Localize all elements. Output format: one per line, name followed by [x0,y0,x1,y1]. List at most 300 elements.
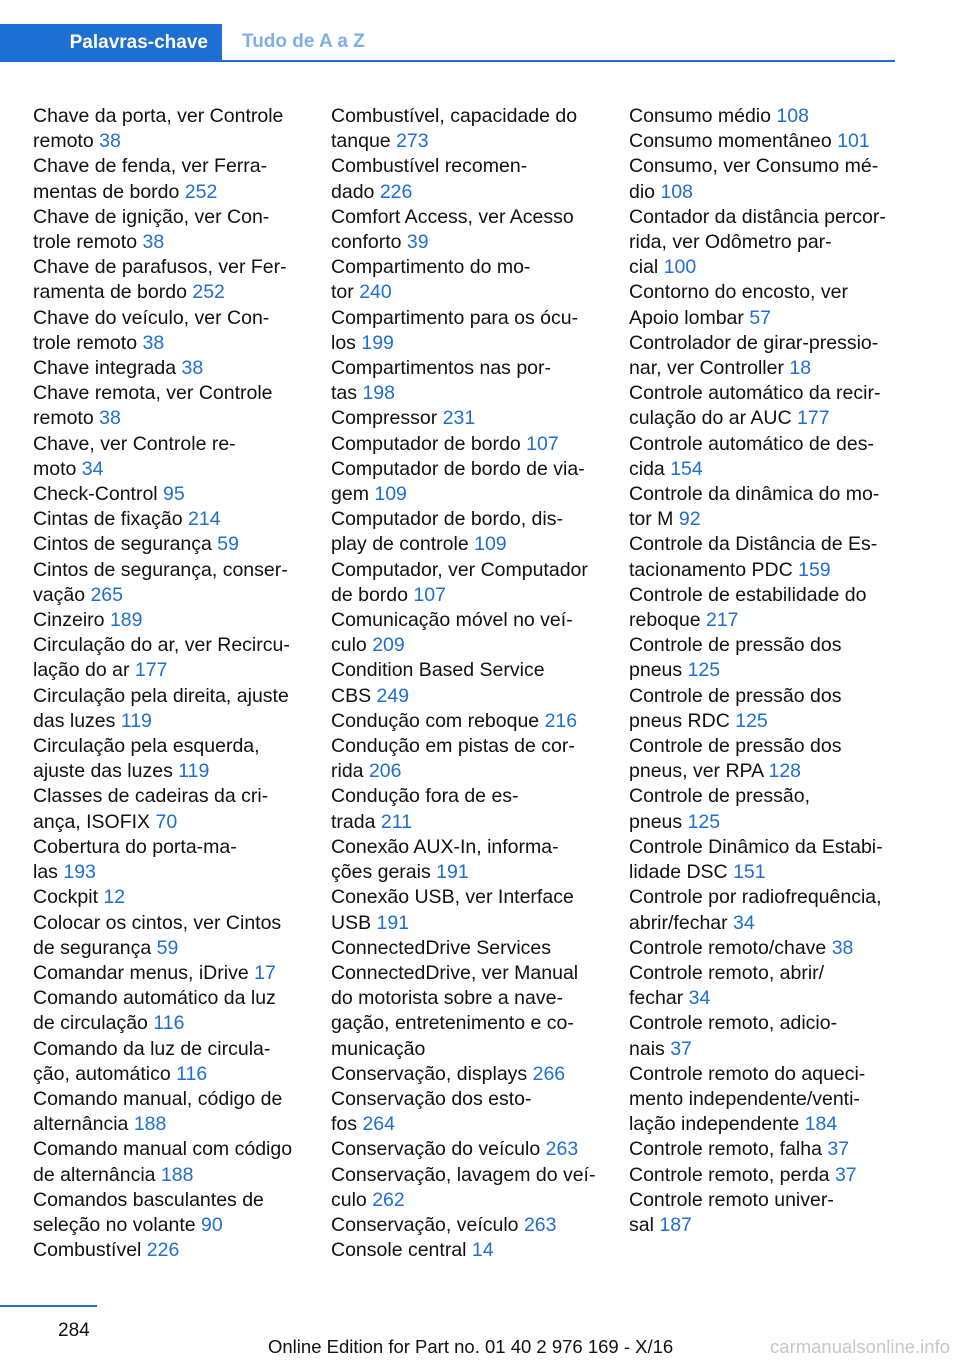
page-link[interactable]: 18 [789,357,812,380]
page-link[interactable]: 262 [372,1188,405,1211]
entry-text: Combustível, capacidade do [331,105,578,127]
page-link[interactable]: 107 [413,583,446,606]
entry-text: Controle remoto/chave 38 [629,936,854,959]
index-entry [331,835,606,885]
entry-text: ramenta de bordo 252 [33,281,225,304]
page-link[interactable]: 128 [768,760,802,783]
index-entry [33,911,303,961]
index-entry [331,784,606,834]
entry-text: dio 108 [629,180,693,203]
entry-text: Comando automático da luz [33,987,276,1010]
page-link[interactable]: 38 [142,231,165,254]
page-link[interactable]: 177 [797,407,830,430]
page-link[interactable]: 37 [827,1138,850,1161]
index-column-1 [33,104,303,1263]
entry-text: Controle remoto univer- [629,1188,834,1211]
entry-text: Check-Control 95 [33,483,185,506]
entry-text: Consumo médio 108 [629,105,809,127]
entry-text: ConnectedDrive, ver Manual [331,961,579,984]
index-entry [33,306,303,356]
index-entry [629,381,904,431]
page-link[interactable]: 184 [804,1113,838,1136]
page-link[interactable]: 231 [442,407,476,430]
page-link[interactable]: 209 [372,634,405,657]
index-entry [629,104,904,129]
index-entry [629,734,904,784]
entry-text: Compartimentos nas por- [331,357,552,380]
entry-text: Chave remota, ver Controle [33,382,273,405]
page-link[interactable]: 263 [523,1213,557,1236]
index-entry [331,734,606,784]
page-link[interactable]: 188 [160,1163,194,1186]
page-link[interactable]: 70 [155,810,178,833]
entry-text: Controle remoto, adicio- [629,1012,838,1035]
page-link[interactable]: 59 [156,936,179,959]
entry-text: tas 198 [331,382,395,405]
entry-text: pneus RDC 125 [629,709,768,732]
index-entry [331,432,606,457]
index-entry [33,432,303,482]
index-entry [33,734,303,784]
page-link[interactable]: 14 [471,1239,494,1262]
page-link[interactable]: 108 [776,105,809,127]
page-link[interactable]: 109 [374,483,407,506]
entry-text: Conexão USB, ver Interface [331,886,574,909]
watermark: carmanualsonline.info [770,1336,950,1357]
index-entry [331,658,606,708]
entry-text: Compartimento do mo- [331,256,531,279]
entry-text: Consumo, ver Consumo mé- [629,155,879,178]
entry-text: culação do ar AUC 177 [629,407,830,430]
entry-text: Comandos basculantes de [33,1188,264,1211]
entry-text: Controle automático de des- [629,432,874,455]
entry-text: Controle por radiofrequência, [629,886,882,909]
entry-text: Cobertura do porta-ma- [33,835,237,858]
entry-text: play de controle 109 [331,533,507,556]
index-entry [629,633,904,683]
index-entry [331,936,606,961]
entry-text: tor 240 [331,281,392,304]
entry-text: Computador de bordo 107 [331,432,559,455]
entry-text: conforto 39 [331,231,429,254]
index-entry [331,507,606,557]
page-link[interactable]: 159 [798,558,831,581]
entry-text: nar, ver Controller 18 [629,357,812,380]
page-link[interactable]: 211 [380,810,412,833]
entry-text: ajuste das luzes 119 [33,760,210,783]
page-number: 284 [58,1320,90,1341]
index-entry [629,784,904,834]
entry-text: Controle remoto do aqueci- [629,1062,866,1085]
page-link[interactable]: 38 [181,357,204,380]
entry-text: reboque 217 [629,609,739,632]
entry-text: Comando manual com código [33,1138,293,1161]
entry-text: Condução fora de es- [331,785,519,808]
index-entry [629,936,904,961]
entry-text: culo 262 [331,1188,405,1211]
entry-text: de circulação 116 [33,1012,185,1035]
entry-text: Conservação, displays 266 [331,1062,566,1085]
index-entry [33,104,303,154]
index-entry [331,1213,606,1238]
entry-text: das luzes 119 [33,709,152,732]
page-link[interactable]: 151 [733,861,766,884]
entry-text: pneus 125 [629,810,721,833]
page-link[interactable]: 266 [532,1062,566,1085]
entry-text: Compartimento para os ócu- [331,306,579,329]
index-entry [33,381,303,431]
entry-text: culo 209 [331,634,405,657]
entry-text: Combustível recomen- [331,155,528,178]
page-link[interactable]: 188 [133,1113,167,1136]
index-entry [33,1188,303,1238]
entry-text: nais 37 [629,1037,692,1060]
index-entry [331,457,606,507]
entry-text: cial 100 [629,256,697,279]
page-link[interactable]: 12 [103,886,126,909]
entry-text: Cintos de segurança, conser- [33,558,288,581]
entry-text: Comunicação móvel no veí- [331,609,573,632]
page-link[interactable]: 39 [406,231,429,254]
index-entry [331,1163,606,1213]
index-entry [33,608,303,633]
page-link[interactable]: 119 [178,760,210,783]
entry-text: Chave de fenda, ver Ferra- [33,155,268,178]
page-link[interactable]: 37 [834,1163,857,1186]
page-link[interactable]: 154 [670,457,703,480]
index-entry [33,684,303,734]
entry-text: alternância 188 [33,1113,167,1136]
page-link[interactable]: 265 [90,583,123,606]
tab-palavras-chave[interactable]: Palavras-chave [0,24,222,62]
entry-text: trada 211 [331,810,412,833]
index-entry [33,507,303,532]
page-link[interactable]: 264 [362,1113,395,1136]
entry-text: Controle de estabilidade do [629,583,867,606]
entry-text: Condução com reboque 216 [331,709,578,732]
index-entry [629,280,904,330]
page-link[interactable]: 252 [184,180,218,203]
entry-text: Controlador de girar-pressio- [629,331,879,354]
page-link[interactable]: 177 [134,659,168,682]
entry-text: Classes de cadeiras da cri- [33,785,269,808]
entry-text: Cintas de fixação 214 [33,508,221,531]
page-link[interactable]: 125 [687,659,721,682]
entry-text: rida 206 [331,760,402,783]
entry-text: Cintos de segurança 59 [33,533,239,556]
entry-text: Comando da luz de circula- [33,1037,271,1060]
page-link[interactable]: 193 [63,861,96,884]
index-entry [33,1238,303,1263]
entry-text: ções gerais 191 [331,861,469,884]
entry-text: gação, entretenimento e co- [331,1012,574,1035]
page-link[interactable]: 101 [837,130,870,153]
index-entry [331,356,606,406]
page-link[interactable]: 119 [120,709,152,732]
index-entry [629,1062,904,1138]
entry-text: fechar 34 [629,987,711,1010]
entry-text: trole remoto 38 [33,231,165,254]
entry-text: Comando manual, código de [33,1087,283,1110]
entry-text: lação do ar 177 [33,659,168,682]
index-entry [331,1238,606,1263]
page-link[interactable]: 206 [368,760,402,783]
entry-text: Apoio lombar 57 [629,306,772,329]
index-entry [33,1087,303,1137]
index-entry [629,205,904,281]
page-link[interactable]: 252 [192,281,225,304]
page-link[interactable]: 125 [687,810,721,833]
entry-text: Computador de bordo, dis- [331,508,563,531]
entry-text: CBS 249 [331,684,410,707]
entry-text: Controle remoto, perda 37 [629,1163,857,1186]
page-link[interactable]: 38 [831,936,854,959]
page-link[interactable]: 191 [436,861,469,884]
entry-text: mento independente/venti- [629,1087,860,1110]
index-entry [629,532,904,582]
entry-text: abrir/fechar 34 [629,911,755,934]
page-link[interactable]: 34 [81,457,104,480]
entry-text: tacionamento PDC 159 [629,558,831,581]
index-entry [331,306,606,356]
page-link[interactable]: 116 [176,1062,208,1085]
entry-text: Chave de parafusos, ver Fer- [33,256,287,279]
page-link[interactable]: 199 [361,331,394,354]
page-link[interactable]: 189 [109,609,143,632]
index-entry [33,154,303,204]
page-link[interactable]: 191 [376,911,410,934]
index-entry [331,709,606,734]
entry-text: tor M 92 [629,508,701,531]
header-rule [0,60,895,62]
entry-text: ConnectedDrive Services [331,936,552,959]
page-link[interactable]: 187 [659,1213,692,1236]
page-link[interactable]: 198 [362,382,395,405]
entry-text: Controle da Distância de Es- [629,533,878,556]
index-entry [629,1163,904,1188]
index-entry [629,331,904,381]
entry-text: Comandar menus, iDrive 17 [33,961,276,984]
index-entry [331,205,606,255]
entry-text: gem 109 [331,483,407,506]
entry-text: de bordo 107 [331,583,446,606]
index-entry [629,1188,904,1238]
page-link[interactable]: 226 [379,180,413,203]
index-entry [629,835,904,885]
index-column-2 [331,104,606,1263]
entry-text: sal 187 [629,1213,692,1236]
page-link[interactable]: 57 [749,306,772,329]
entry-text: Chave, ver Controle re- [33,432,236,455]
index-entry [331,558,606,608]
entry-text: fos 264 [331,1113,395,1136]
entry-text: remoto 38 [33,407,121,430]
page-link[interactable]: 263 [545,1138,579,1161]
header-bar [0,24,895,62]
index-entry [331,1137,606,1162]
entry-text: tanque 273 [331,130,429,153]
entry-text: Compressor 231 [331,407,476,430]
index-entry [629,583,904,633]
index-entry [331,608,606,658]
entry-text: Circulação pela direita, ajuste [33,684,289,707]
page-link[interactable]: 273 [396,130,429,153]
index-entry [33,1037,303,1087]
entry-text: Chave de ignição, ver Con- [33,205,270,228]
page-link[interactable]: 240 [359,281,392,304]
entry-text: Controle remoto, abrir/ [629,961,825,984]
entry-text: Circulação pela esquerda, [33,735,260,758]
index-entry [629,154,904,204]
entry-text: dado 226 [331,180,413,203]
index-entry [629,129,904,154]
entry-text: ança, ISOFIX 70 [33,810,178,833]
page-link[interactable]: 249 [376,684,410,707]
entry-text: Cinzeiro 189 [33,609,143,632]
index-entry [331,885,606,935]
entry-text: Controle de pressão dos [629,735,842,758]
index-column-3 [629,104,904,1238]
entry-text: seleção no volante 90 [33,1213,223,1236]
entry-text: Conexão AUX-In, informa- [331,835,559,858]
index-entry [33,255,303,305]
page-link[interactable]: 125 [735,709,768,732]
entry-text: Condition Based Service [331,659,545,682]
page-link[interactable]: 100 [663,256,697,279]
index-entry [331,961,606,1062]
index-entry [629,885,904,935]
entry-text: pneus, ver RPA 128 [629,760,802,783]
page-link[interactable]: 38 [142,331,165,354]
page-link[interactable]: 107 [526,432,559,455]
entry-text: rida, ver Odômetro par- [629,231,832,254]
page-link[interactable]: 59 [217,533,239,556]
index-entry [629,1011,904,1061]
entry-text: municação [331,1037,426,1060]
index-entry [331,1087,606,1137]
entry-text: Conservação, veículo 263 [331,1213,557,1236]
index-entry [33,482,303,507]
page-link[interactable]: 34 [688,987,711,1010]
index-entry [33,558,303,608]
entry-text: Controle de pressão dos [629,684,842,707]
entry-text: Contador da distância percor- [629,205,886,228]
entry-text: do motorista sobre a nave- [331,987,563,1010]
page-link[interactable]: 17 [254,961,276,984]
entry-text: Chave integrada 38 [33,357,204,380]
page-link[interactable]: 216 [544,709,578,732]
index-entry [33,532,303,557]
entry-text: Consumo momentâneo 101 [629,130,870,153]
page-link[interactable]: 92 [678,508,701,531]
entry-text: Chave da porta, ver Controle [33,105,284,127]
entry-text: Controle automático da recir- [629,382,881,405]
entry-text: USB 191 [331,911,410,934]
page-link[interactable]: 108 [660,180,693,203]
index-entry [33,961,303,986]
entry-text: moto 34 [33,457,104,480]
entry-text: Controle Dinâmico da Estabi- [629,835,883,858]
index-entry [331,154,606,204]
entry-text: las 193 [33,861,96,884]
index-entry [629,432,904,482]
entry-text: Condução em pistas de cor- [331,735,575,758]
page-link[interactable]: 95 [163,483,185,506]
index-entry [33,633,303,683]
index-entry [629,961,904,1011]
entry-text: Contorno do encosto, ver [629,281,848,304]
index-entry [331,255,606,305]
entry-text: Conservação do veículo 263 [331,1138,579,1161]
entry-text: ção, automático 116 [33,1062,208,1085]
entry-text: de segurança 59 [33,936,179,959]
entry-text: Cockpit 12 [33,886,126,909]
entry-text: Circulação do ar, ver Recircu- [33,634,290,657]
entry-text: Computador, ver Computador [331,558,588,581]
entry-text: Controle de pressão, [629,785,811,808]
index-entry [33,356,303,381]
entry-text: mentas de bordo 252 [33,180,218,203]
entry-text: de alternância 188 [33,1163,194,1186]
page-link[interactable]: 116 [153,1012,185,1035]
page-link[interactable]: 38 [99,130,121,153]
page-link[interactable]: 109 [474,533,507,556]
index-entry [33,1137,303,1187]
edition-note: Online Edition for Part no. 01 40 2 976 169 - X/16 [268,1336,674,1357]
footer-rule [0,1305,97,1307]
page-link[interactable]: 37 [670,1037,692,1060]
index-entry [629,482,904,532]
entry-text: Controle remoto, falha 37 [629,1138,850,1161]
page-link[interactable]: 226 [146,1239,180,1262]
entry-text: Chave do veículo, ver Con- [33,306,270,329]
page-link[interactable]: 34 [733,911,755,934]
entry-text: cida 154 [629,457,703,480]
entry-text: lação independente 184 [629,1113,838,1136]
entry-text: Controle de pressão dos [629,634,842,657]
index-entry [629,1137,904,1162]
index-entry [33,835,303,885]
index-entry [33,784,303,834]
entry-text: los 199 [331,331,394,354]
entry-text: vação 265 [33,583,123,606]
entry-text: Controle da dinâmica do mo- [629,483,880,506]
index-entry [331,1062,606,1087]
entry-text: lidade DSC 151 [629,861,766,884]
entry-text: Combustível 226 [33,1239,180,1262]
page-link[interactable]: 38 [99,407,121,430]
entry-text: remoto 38 [33,130,121,153]
index-entry [33,205,303,255]
index-entry [629,684,904,734]
index-entry [33,986,303,1036]
entry-text: Comfort Access, ver Acesso [331,205,574,228]
page-link[interactable]: 90 [201,1213,223,1236]
index-entry [33,885,303,910]
entry-text: Conservação, lavagem do veí- [331,1163,596,1186]
page-link[interactable]: 214 [188,508,221,531]
entry-text: Conservação dos esto- [331,1087,532,1110]
index-entry [331,104,606,154]
entry-text: pneus 125 [629,659,721,682]
entry-text: Computador de bordo de via- [331,457,585,480]
tab-tudo-de-a-a-z[interactable]: Tudo de A a Z [242,31,365,52]
entry-text: Console central 14 [331,1239,494,1262]
index-entry [331,406,606,431]
entry-text: trole remoto 38 [33,331,165,354]
entry-text: Colocar os cintos, ver Cintos [33,911,282,934]
page-link[interactable]: 217 [705,609,739,632]
